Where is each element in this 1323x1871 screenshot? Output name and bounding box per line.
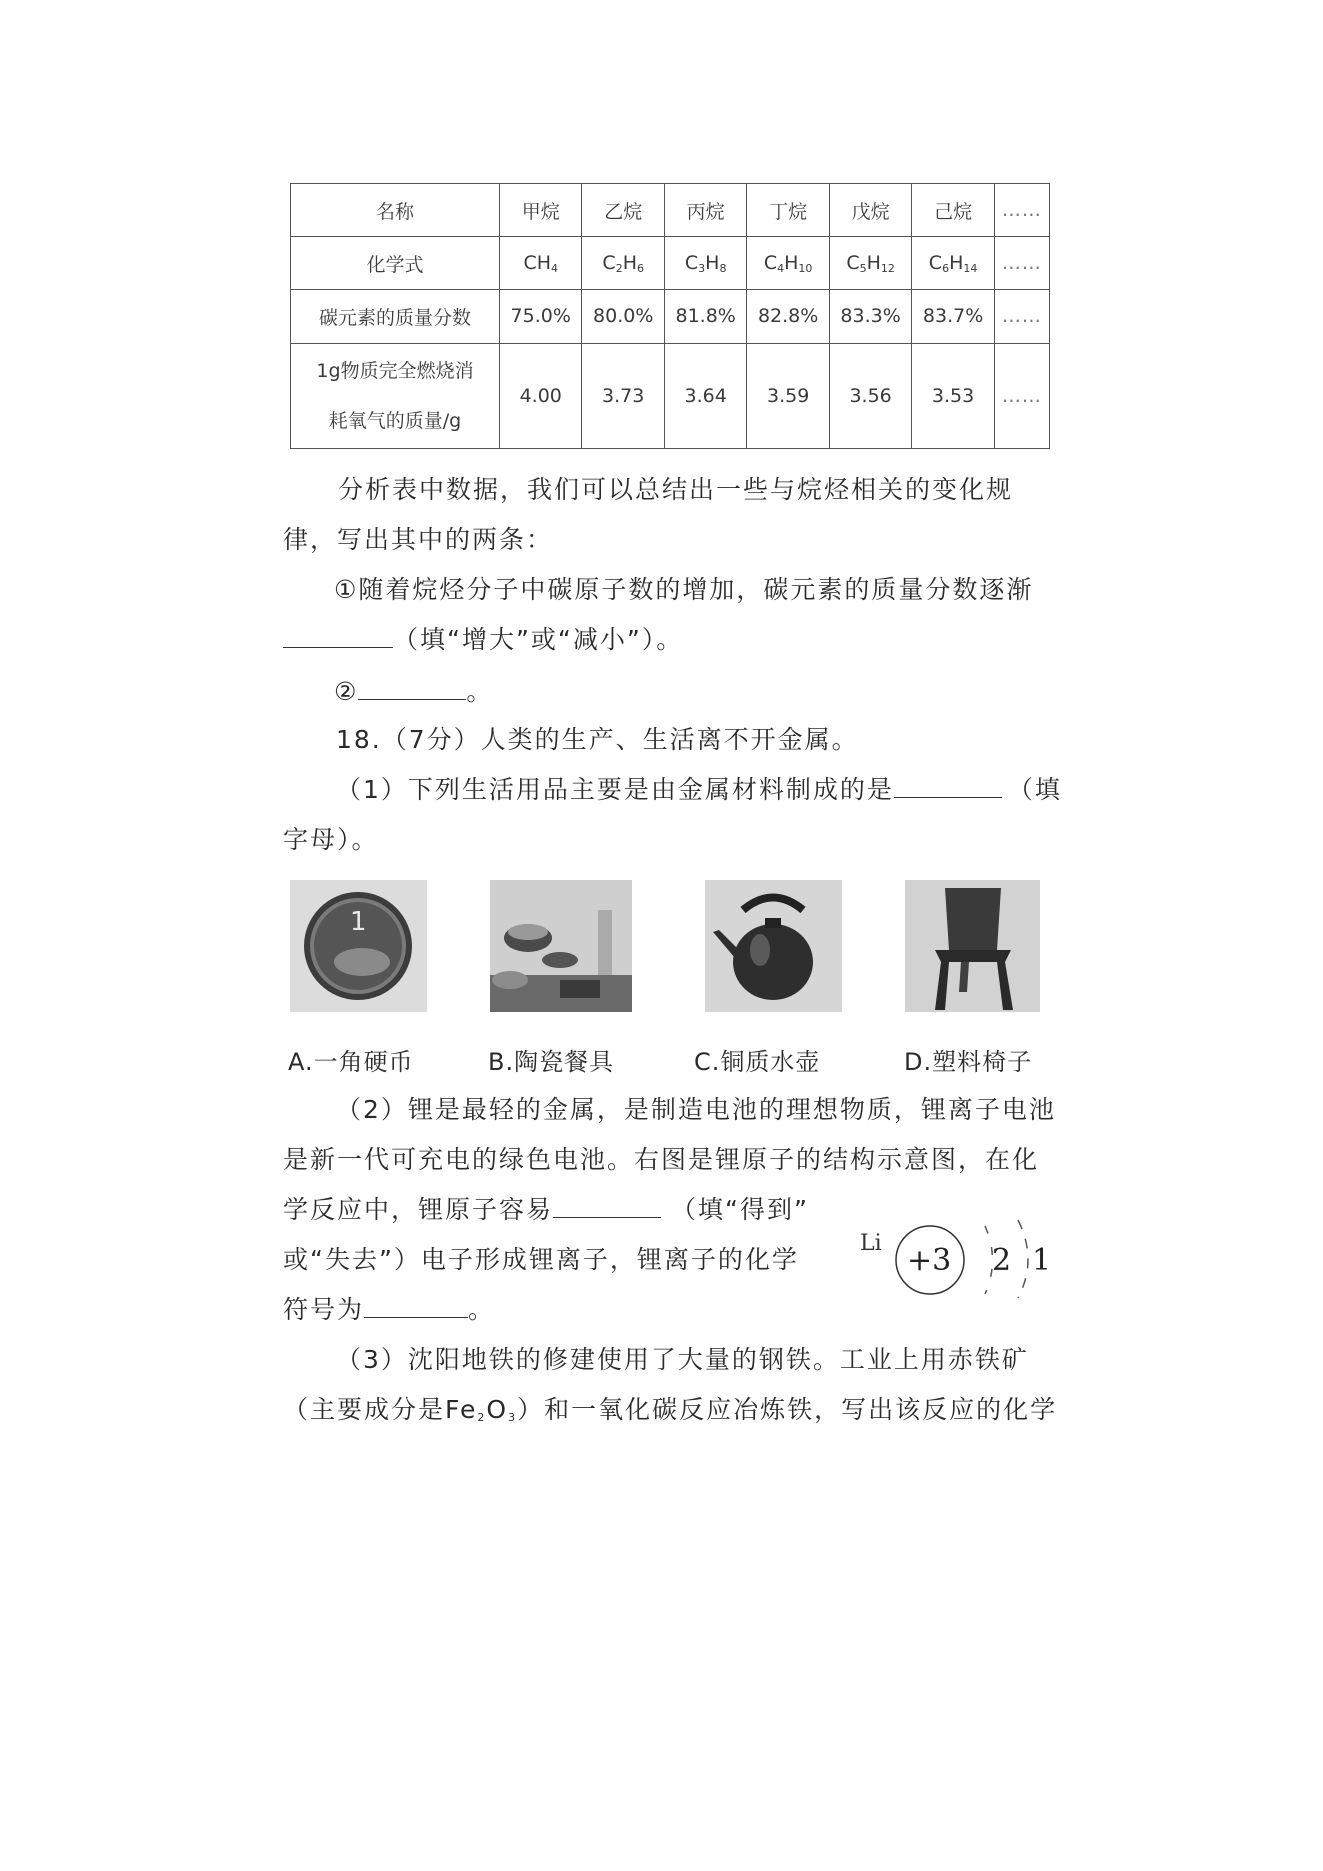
answer-blank[interactable] bbox=[283, 625, 393, 648]
table-cell: …… bbox=[994, 290, 1049, 343]
question-18-2-line-1: （2）锂是最轻的金属，是制造电池的理想物质，锂离子电池 bbox=[336, 1095, 1056, 1124]
table-cell: 3.73 bbox=[582, 343, 664, 448]
formula-cell: $C_4H_{10}$ bbox=[747, 237, 829, 290]
formula-cell: $C_5H_{12}$ bbox=[829, 237, 911, 290]
table-cell: …… bbox=[994, 237, 1049, 290]
table-cell: 75.0% bbox=[500, 290, 582, 343]
table-cell: …… bbox=[994, 184, 1049, 237]
table-cell: 83.3% bbox=[829, 290, 911, 343]
formula-cell: $C_3H_8$ bbox=[664, 237, 746, 290]
table-cell: 80.0% bbox=[582, 290, 664, 343]
table-row-carbon-fraction bbox=[291, 290, 1050, 343]
plastic-chair-image bbox=[905, 880, 1040, 1012]
row-header: 碳元素的质量分数 bbox=[291, 290, 500, 343]
option-b-label: B.陶瓷餐具 bbox=[488, 1048, 615, 1076]
question-18-2-line-3: 学反应中，锂原子容易 （填“得到” bbox=[283, 1195, 809, 1224]
element-symbol: Li bbox=[860, 1231, 882, 1256]
alkane-data-table bbox=[290, 183, 1050, 449]
question-18-title: 18.（7分）人类的生产、生活离不开金属。 bbox=[336, 725, 859, 754]
row-header: 化学式 bbox=[291, 237, 500, 290]
table-cell: 3.53 bbox=[912, 343, 994, 448]
lithium-atom-structure-diagram bbox=[860, 1218, 1060, 1298]
table-cell: 3.59 bbox=[747, 343, 829, 448]
shell-1-electrons: 2 bbox=[992, 1243, 1012, 1278]
table-cell: 4.00 bbox=[500, 343, 582, 448]
nucleus-charge: +3 bbox=[907, 1243, 952, 1278]
table-row-formulas bbox=[291, 237, 1050, 290]
rule-1-blank-line bbox=[283, 620, 683, 656]
table-cell: 丁烷 bbox=[747, 184, 829, 237]
table-cell: 83.7% bbox=[912, 290, 994, 343]
option-c-label: C.铜质水壶 bbox=[694, 1048, 821, 1076]
option-d-label: D.塑料椅子 bbox=[904, 1048, 1033, 1076]
analysis-line-2: 律，写出其中的两条： bbox=[283, 525, 554, 554]
question-18-1-end: 字母）。 bbox=[283, 825, 379, 854]
table-cell: 己烷 bbox=[912, 184, 994, 237]
question-18-2-line-2: 是新一代可充电的绿色电池。右图是锂原子的结构示意图，在化 bbox=[283, 1145, 1040, 1174]
svg-text:1: 1 bbox=[350, 907, 367, 937]
table-row-names bbox=[291, 184, 1050, 237]
row-header: 名称 bbox=[291, 184, 500, 237]
question-18-1-line: （1）下列生活用品主要是由金属材料制成的是 （填 bbox=[336, 775, 1062, 804]
question-18-3-line-2: （主要成分是$Fe_2O_3$）和一氧化碳反应冶炼铁，写出该反应的化学 bbox=[283, 1395, 1058, 1424]
rule-1-hint: （填“增大”或“减小”）。 bbox=[393, 625, 684, 654]
formula-cell: $C_2H_6$ bbox=[582, 237, 664, 290]
table-cell: 3.64 bbox=[664, 343, 746, 448]
table-cell: 甲烷 bbox=[500, 184, 582, 237]
option-a-label: A.一角硬币 bbox=[288, 1048, 414, 1076]
ceramic-tableware-image bbox=[490, 880, 632, 1012]
table-cell: 3.56 bbox=[829, 343, 911, 448]
copper-kettle-image bbox=[705, 880, 842, 1012]
table-cell: 乙烷 bbox=[582, 184, 664, 237]
answer-blank[interactable] bbox=[894, 775, 1002, 798]
table-cell: …… bbox=[994, 343, 1049, 448]
formula-cell: $C_6H_{14}$ bbox=[912, 237, 994, 290]
table-row-oxygen-mass bbox=[291, 343, 1050, 448]
table-cell: 81.8% bbox=[664, 290, 746, 343]
analysis-line-1: 分析表中数据，我们可以总结出一些与烷烃相关的变化规 bbox=[338, 475, 1014, 504]
question-18-2-line-5: 符号为 。 bbox=[283, 1295, 496, 1324]
formula-cell: $CH_4$ bbox=[500, 237, 582, 290]
shell-2-electrons: 1 bbox=[1032, 1243, 1052, 1278]
table-cell: 丙烷 bbox=[664, 184, 746, 237]
rule-1-text: ①随着烷烃分子中碳原子数的增加，碳元素的质量分数逐渐 bbox=[334, 575, 1034, 604]
coin-image bbox=[290, 880, 427, 1012]
question-18-2-line-4: 或“失去”）电子形成锂离子，锂离子的化学 bbox=[283, 1245, 799, 1274]
question-18-3-line-1: （3）沈阳地铁的修建使用了大量的钢铁。工业上用赤铁矿 bbox=[336, 1345, 1029, 1374]
row-header: 1g物质完全燃烧消 耗氧气的质量/g bbox=[291, 343, 500, 448]
rule-2-line: ② 。 bbox=[334, 677, 494, 706]
table-cell: 戊烷 bbox=[829, 184, 911, 237]
answer-blank[interactable] bbox=[553, 1195, 661, 1218]
answer-blank[interactable] bbox=[358, 677, 466, 700]
answer-blank[interactable] bbox=[364, 1295, 468, 1318]
table-cell: 82.8% bbox=[747, 290, 829, 343]
